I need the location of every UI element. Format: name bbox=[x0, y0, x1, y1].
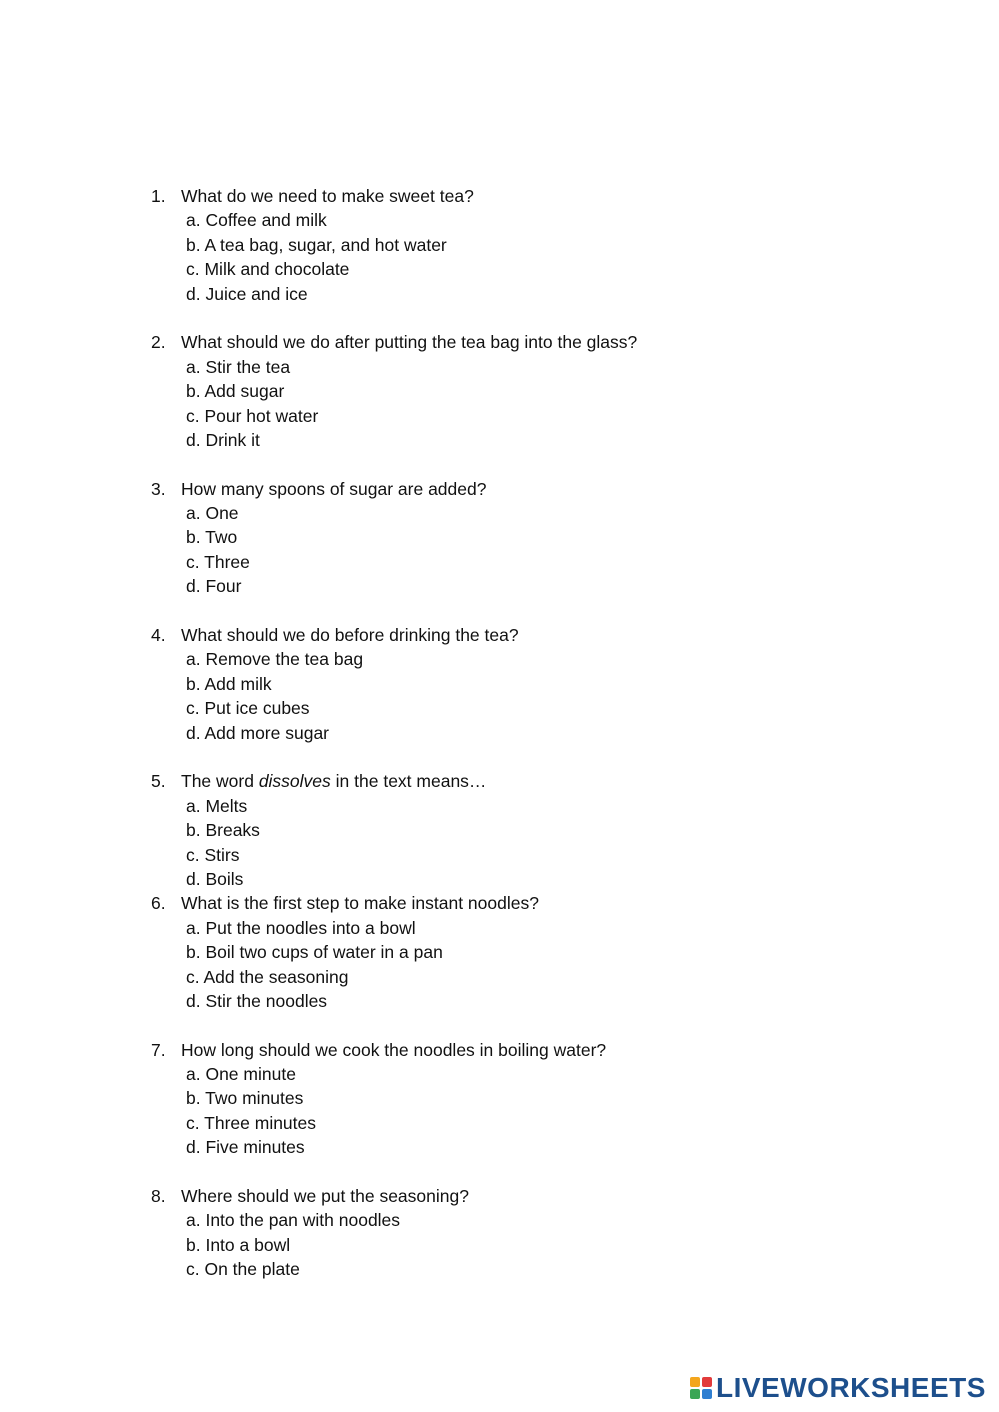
answer-option[interactable]: c. On the plate bbox=[186, 1259, 300, 1280]
answer-option[interactable]: d. Drink it bbox=[186, 429, 260, 450]
question-text bbox=[181, 769, 486, 793]
question-text: What is the first step to make instant noodles? bbox=[181, 893, 539, 914]
answer-option[interactable]: d. Stir the noodles bbox=[186, 990, 328, 1011]
question-5 bbox=[0, 769, 999, 891]
answer-option[interactable]: c. Stirs bbox=[186, 844, 240, 865]
logo-square-icon bbox=[702, 1377, 712, 1387]
answer-option[interactable]: b. Boil two cups of water in a pan bbox=[186, 942, 443, 963]
question-number: 2. bbox=[151, 332, 166, 353]
answer-option[interactable]: d. Add more sugar bbox=[186, 722, 329, 743]
answer-option[interactable]: d. Four bbox=[186, 576, 242, 597]
answer-option[interactable]: c. Three minutes bbox=[186, 1112, 317, 1133]
logo-square-icon bbox=[702, 1389, 712, 1399]
answer-option[interactable]: d. Juice and ice bbox=[186, 283, 308, 304]
question-number: 3. bbox=[151, 478, 166, 499]
question-number: 5. bbox=[151, 771, 166, 792]
question-number: 8. bbox=[151, 1186, 166, 1207]
answer-option[interactable]: b. Add milk bbox=[186, 673, 272, 694]
answer-option[interactable]: a. Coffee and milk bbox=[186, 210, 327, 231]
answer-option[interactable]: a. One bbox=[186, 503, 239, 524]
question-6 bbox=[0, 891, 999, 1037]
answer-option[interactable]: a. Stir the tea bbox=[186, 356, 291, 377]
question-text-after: in the text means… bbox=[330, 771, 487, 792]
answer-option[interactable]: b. Two minutes bbox=[186, 1088, 304, 1109]
question-text-before: The word bbox=[181, 771, 259, 792]
logo-square-icon bbox=[690, 1389, 700, 1399]
question-2 bbox=[0, 330, 999, 476]
logo-square-icon bbox=[690, 1377, 700, 1387]
brand-name: LIVEWORKSHEETS bbox=[716, 1372, 986, 1403]
answer-option[interactable]: a. Into the pan with noodles bbox=[186, 1210, 401, 1231]
question-text: What should we do after putting the tea bag into the glass? bbox=[181, 332, 638, 353]
question-3 bbox=[0, 477, 999, 623]
question-text: How long should we cook the noodles in boiling water? bbox=[181, 1039, 607, 1060]
question-8 bbox=[0, 1184, 999, 1282]
question-number: 7. bbox=[151, 1039, 166, 1060]
question-number: 4. bbox=[151, 625, 166, 646]
liveworksheets-logo[interactable] bbox=[690, 1372, 986, 1404]
answer-option[interactable]: b. Into a bowl bbox=[186, 1234, 291, 1255]
answer-option[interactable]: d. Five minutes bbox=[186, 1137, 305, 1158]
answer-option[interactable]: c. Milk and chocolate bbox=[186, 259, 350, 280]
question-4 bbox=[0, 623, 999, 769]
question-text: How many spoons of sugar are added? bbox=[181, 478, 487, 499]
question-text: What should we do before drinking the tea? bbox=[181, 625, 519, 646]
answer-option[interactable]: d. Boils bbox=[186, 868, 244, 889]
question-1 bbox=[0, 184, 999, 330]
answer-option[interactable]: c. Pour hot water bbox=[186, 405, 319, 426]
answer-option[interactable]: c. Put ice cubes bbox=[186, 698, 310, 719]
answer-option[interactable]: b. A tea bag, sugar, and hot water bbox=[186, 234, 447, 255]
question-7 bbox=[0, 1038, 999, 1184]
question-number: 1. bbox=[151, 186, 166, 206]
answer-option[interactable]: b. Add sugar bbox=[186, 381, 285, 402]
question-text: Where should we put the seasoning? bbox=[181, 1186, 469, 1207]
question-text: What do we need to make sweet tea? bbox=[181, 186, 474, 206]
answer-option[interactable]: a. One minute bbox=[186, 1064, 296, 1085]
answer-option[interactable]: a. Put the noodles into a bowl bbox=[186, 917, 416, 938]
answer-option[interactable]: b. Breaks bbox=[186, 820, 260, 841]
answer-option[interactable]: a. Remove the tea bag bbox=[186, 649, 364, 670]
liveworksheets-icon bbox=[690, 1377, 712, 1399]
answer-option[interactable]: c. Three bbox=[186, 551, 250, 572]
question-text-keyword: dissolves bbox=[258, 771, 331, 792]
answer-option[interactable]: c. Add the seasoning bbox=[186, 966, 349, 987]
question-number: 6. bbox=[151, 893, 166, 914]
answer-option[interactable]: a. Melts bbox=[186, 795, 248, 816]
answer-option[interactable]: b. Two bbox=[186, 527, 238, 548]
quiz-list bbox=[0, 184, 999, 1282]
